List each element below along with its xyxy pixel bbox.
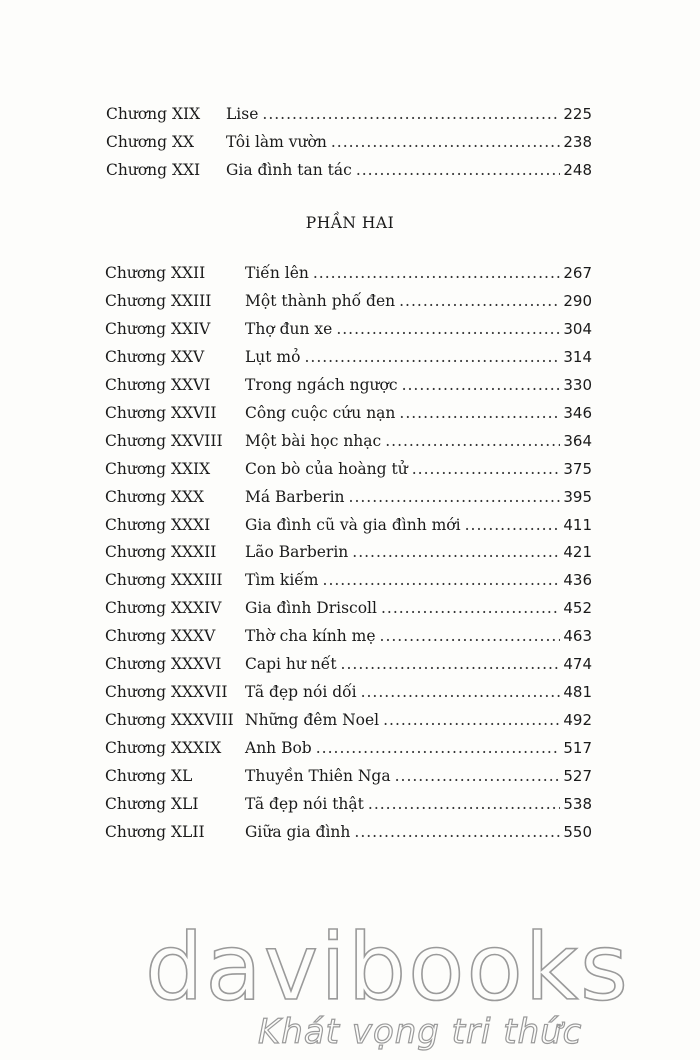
chapter-number: Chương XXVI — [105, 376, 211, 394]
toc-entry — [106, 104, 592, 124]
dot-leader — [381, 598, 560, 618]
page-number: 411 — [563, 516, 592, 534]
chapter-number: Chương XXV — [105, 348, 205, 366]
chapter-number: Chương XLII — [105, 823, 205, 841]
chapter-title: Lão Barberin — [245, 543, 349, 561]
page-number: 527 — [563, 767, 592, 785]
toc-entry — [105, 459, 592, 479]
chapter-number: Chương XXXV — [105, 627, 216, 645]
page-number: 436 — [563, 571, 592, 589]
chapter-number: Chương XXIV — [105, 320, 211, 338]
chapter-title: Tã đẹp nói thật — [245, 795, 364, 813]
page-number: 364 — [563, 432, 592, 450]
dot-leader — [399, 403, 560, 423]
chapter-number: Chương XXVII — [105, 404, 217, 422]
chapter-number: Chương XXIX — [105, 460, 211, 478]
chapter-title: Một bài học nhạc — [245, 432, 382, 450]
chapter-number: Chương XXIII — [105, 292, 212, 310]
chapter-title: Tìm kiếm — [245, 571, 319, 589]
dot-leader — [262, 104, 560, 124]
page-number: 463 — [563, 627, 592, 645]
dot-leader — [380, 626, 561, 646]
dot-leader — [313, 263, 561, 283]
chapter-title: Một thành phố đen — [245, 292, 396, 310]
chapter-title: Tôi làm vườn — [226, 133, 327, 151]
dot-leader — [323, 570, 561, 590]
watermark-tagline: Khát vọng tri thức — [258, 1012, 583, 1052]
dot-leader — [395, 766, 561, 786]
page-number: 314 — [563, 348, 592, 366]
dot-leader — [412, 459, 561, 479]
toc-entry — [105, 375, 592, 395]
page-number: 517 — [563, 739, 592, 757]
chapter-title: Thợ đun xe — [245, 320, 333, 338]
page-number: 474 — [563, 655, 592, 673]
dot-leader — [383, 710, 560, 730]
page-number: 225 — [563, 105, 592, 123]
chapter-title: Anh Bob — [245, 739, 312, 757]
dot-leader — [354, 822, 560, 842]
toc-entry — [105, 654, 592, 674]
dot-leader — [304, 347, 560, 367]
chapter-title: Má Barberin — [245, 488, 345, 506]
toc-entry — [105, 710, 592, 730]
chapter-title: Lụt mỏ — [245, 348, 301, 366]
page-number: 290 — [563, 292, 592, 310]
chapter-number: Chương XXI — [106, 161, 201, 179]
dot-leader — [465, 515, 561, 535]
chapter-number: Chương XXII — [105, 264, 206, 282]
chapter-title: Trong ngách ngược — [245, 376, 398, 394]
chapter-title: Thuyền Thiên Nga — [245, 767, 391, 785]
dot-leader — [341, 654, 561, 674]
chapter-number: Chương XXXVI — [105, 655, 222, 673]
chapter-title: Tiến lên — [245, 264, 309, 282]
page-number: 304 — [563, 320, 592, 338]
dot-leader — [316, 738, 561, 758]
dot-leader — [336, 319, 560, 339]
toc-entry — [105, 347, 592, 367]
page-number: 550 — [563, 823, 592, 841]
chapter-title: Gia đình Driscoll — [245, 599, 377, 617]
chapter-number: Chương XXXIV — [105, 599, 222, 617]
toc-entry — [105, 431, 592, 451]
chapter-number: Chương XXXII — [105, 543, 217, 561]
chapter-title: Gia đình cũ và gia đình mới — [245, 516, 461, 534]
toc-entry — [105, 263, 592, 283]
chapter-title: Gia đình tan tác — [226, 161, 352, 179]
chapter-title: Con bò của hoàng tử — [245, 460, 408, 478]
chapter-number: Chương XXXVIII — [105, 711, 234, 729]
toc-entry — [105, 598, 592, 618]
chapter-number: Chương XXXIII — [105, 571, 223, 589]
toc-entry — [105, 822, 592, 842]
chapter-number: Chương XLI — [105, 795, 199, 813]
toc-entry — [105, 682, 592, 702]
chapter-number: Chương XXVIII — [105, 432, 223, 450]
page-number: 395 — [563, 488, 592, 506]
chapter-title: Tã đẹp nói dối — [245, 683, 357, 701]
watermark-brand: davibooks — [145, 914, 630, 1021]
chapter-number: Chương XXXIX — [105, 739, 222, 757]
dot-leader — [361, 682, 561, 702]
chapter-number: Chương XX — [106, 133, 195, 151]
toc-entry — [105, 542, 592, 562]
toc-entry — [105, 515, 592, 535]
chapter-number: Chương XXX — [105, 488, 205, 506]
chapter-title: Giữa gia đình — [245, 823, 351, 841]
toc-entry — [105, 403, 592, 423]
chapter-number: Chương XL — [105, 767, 193, 785]
page-number: 538 — [563, 795, 592, 813]
chapter-title: Công cuộc cứu nạn — [245, 404, 396, 422]
dot-leader — [399, 291, 560, 311]
dot-leader — [368, 794, 560, 814]
part-heading: PHẦN HAI — [305, 214, 395, 232]
toc-entry — [105, 766, 592, 786]
toc-entry — [105, 738, 592, 758]
dot-leader — [385, 431, 560, 451]
toc-entry — [105, 487, 592, 507]
toc-entry — [105, 291, 592, 311]
dot-leader — [402, 375, 561, 395]
dot-leader — [331, 132, 561, 152]
page-number: 481 — [563, 683, 592, 701]
toc-entry — [105, 319, 592, 339]
page-number: 267 — [563, 264, 592, 282]
dot-leader — [349, 487, 561, 507]
chapter-number: Chương XIX — [106, 105, 201, 123]
chapter-title: Capi hư nết — [245, 655, 337, 673]
chapter-number: Chương XXXVII — [105, 683, 228, 701]
dot-leader — [356, 160, 561, 180]
toc-entry — [106, 132, 592, 152]
page-number: 346 — [563, 404, 592, 422]
page-number: 492 — [563, 711, 592, 729]
toc-entry — [106, 160, 592, 180]
toc-entry — [105, 626, 592, 646]
page-number: 375 — [563, 460, 592, 478]
toc-entry — [105, 570, 592, 590]
page-number: 421 — [563, 543, 592, 561]
page-number: 452 — [563, 599, 592, 617]
dot-leader — [352, 542, 560, 562]
page-number: 248 — [563, 161, 592, 179]
page-number: 238 — [563, 133, 592, 151]
chapter-title: Thờ cha kính mẹ — [245, 627, 376, 645]
chapter-number: Chương XXXI — [105, 516, 211, 534]
chapter-title: Lise — [226, 105, 259, 123]
page-number: 330 — [563, 376, 592, 394]
toc-entry — [105, 794, 592, 814]
chapter-title: Những đêm Noel — [245, 711, 380, 729]
